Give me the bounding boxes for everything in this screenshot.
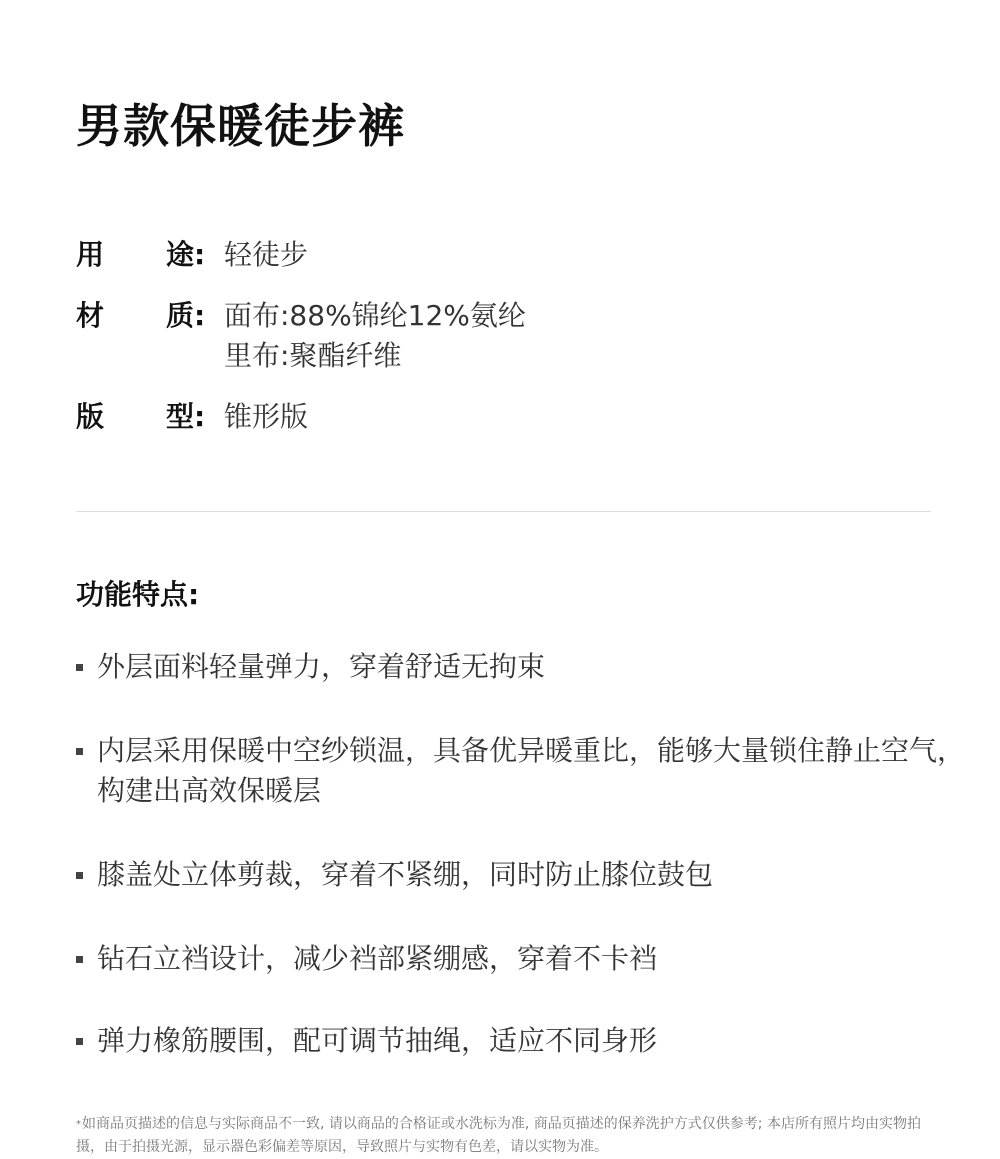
bullet-square-icon bbox=[76, 664, 83, 671]
spec-values bbox=[224, 235, 308, 275]
feature-text: 外层面料轻量弹力，穿着舒适无拘束 bbox=[97, 650, 546, 683]
asterisk-mark: * bbox=[76, 1119, 81, 1130]
spec-values bbox=[224, 397, 308, 437]
feature-text: 钻石立裆设计，减少裆部紧绷感，穿着不卡裆 bbox=[97, 942, 658, 975]
disclaimer-note bbox=[76, 1113, 946, 1159]
spec-value: 里布:聚酯纤维 bbox=[224, 339, 402, 372]
spec-label-char: 版 bbox=[76, 400, 105, 433]
feature-text: 膝盖处立体剪裁，穿着不紧绷，同时防止膝位鼓包 bbox=[97, 858, 714, 891]
bullet-square-icon bbox=[76, 956, 83, 963]
spec-label-char: 质: bbox=[166, 299, 206, 332]
spec-label-char: 型: bbox=[166, 400, 206, 433]
bullet-square-icon bbox=[76, 872, 83, 879]
product-title: 男款保暖徒步裤 bbox=[76, 99, 405, 153]
spec-values bbox=[224, 296, 526, 376]
bullet-square-icon bbox=[76, 1038, 83, 1045]
spec-label-char: 材 bbox=[76, 299, 105, 332]
feature-text: 内层采用保暖中空纱锁温，具备优异暖重比，能够大量锁住静止空气，构建出高效保暖层 bbox=[97, 734, 966, 807]
spec-label-char: 用 bbox=[76, 238, 105, 271]
spec-value: 轻徒步 bbox=[224, 238, 309, 271]
section-divider bbox=[76, 511, 931, 512]
spec-value: 面布:88%锦纶12%氨纶 bbox=[224, 299, 526, 332]
disclaimer-text: 如商品页描述的信息与实际商品不一致, 请以商品的合格证或水洗标为准, 商品页描述的保养洗护方式仅供参考; 本店所有照片均由实物拍摄，由于拍摄光源，显示器色彩偏差等原因，导致照片与实物有色差，请以实物为准。 bbox=[76, 1116, 921, 1155]
spec-value: 锥形版 bbox=[224, 400, 309, 433]
bullet-square-icon bbox=[76, 748, 83, 755]
feature-text: 弹力橡筋腰围，配可调节抽绳，适应不同身形 bbox=[97, 1024, 658, 1057]
spec-label-char: 途: bbox=[166, 238, 206, 271]
features-heading: 功能特点: bbox=[76, 578, 200, 611]
